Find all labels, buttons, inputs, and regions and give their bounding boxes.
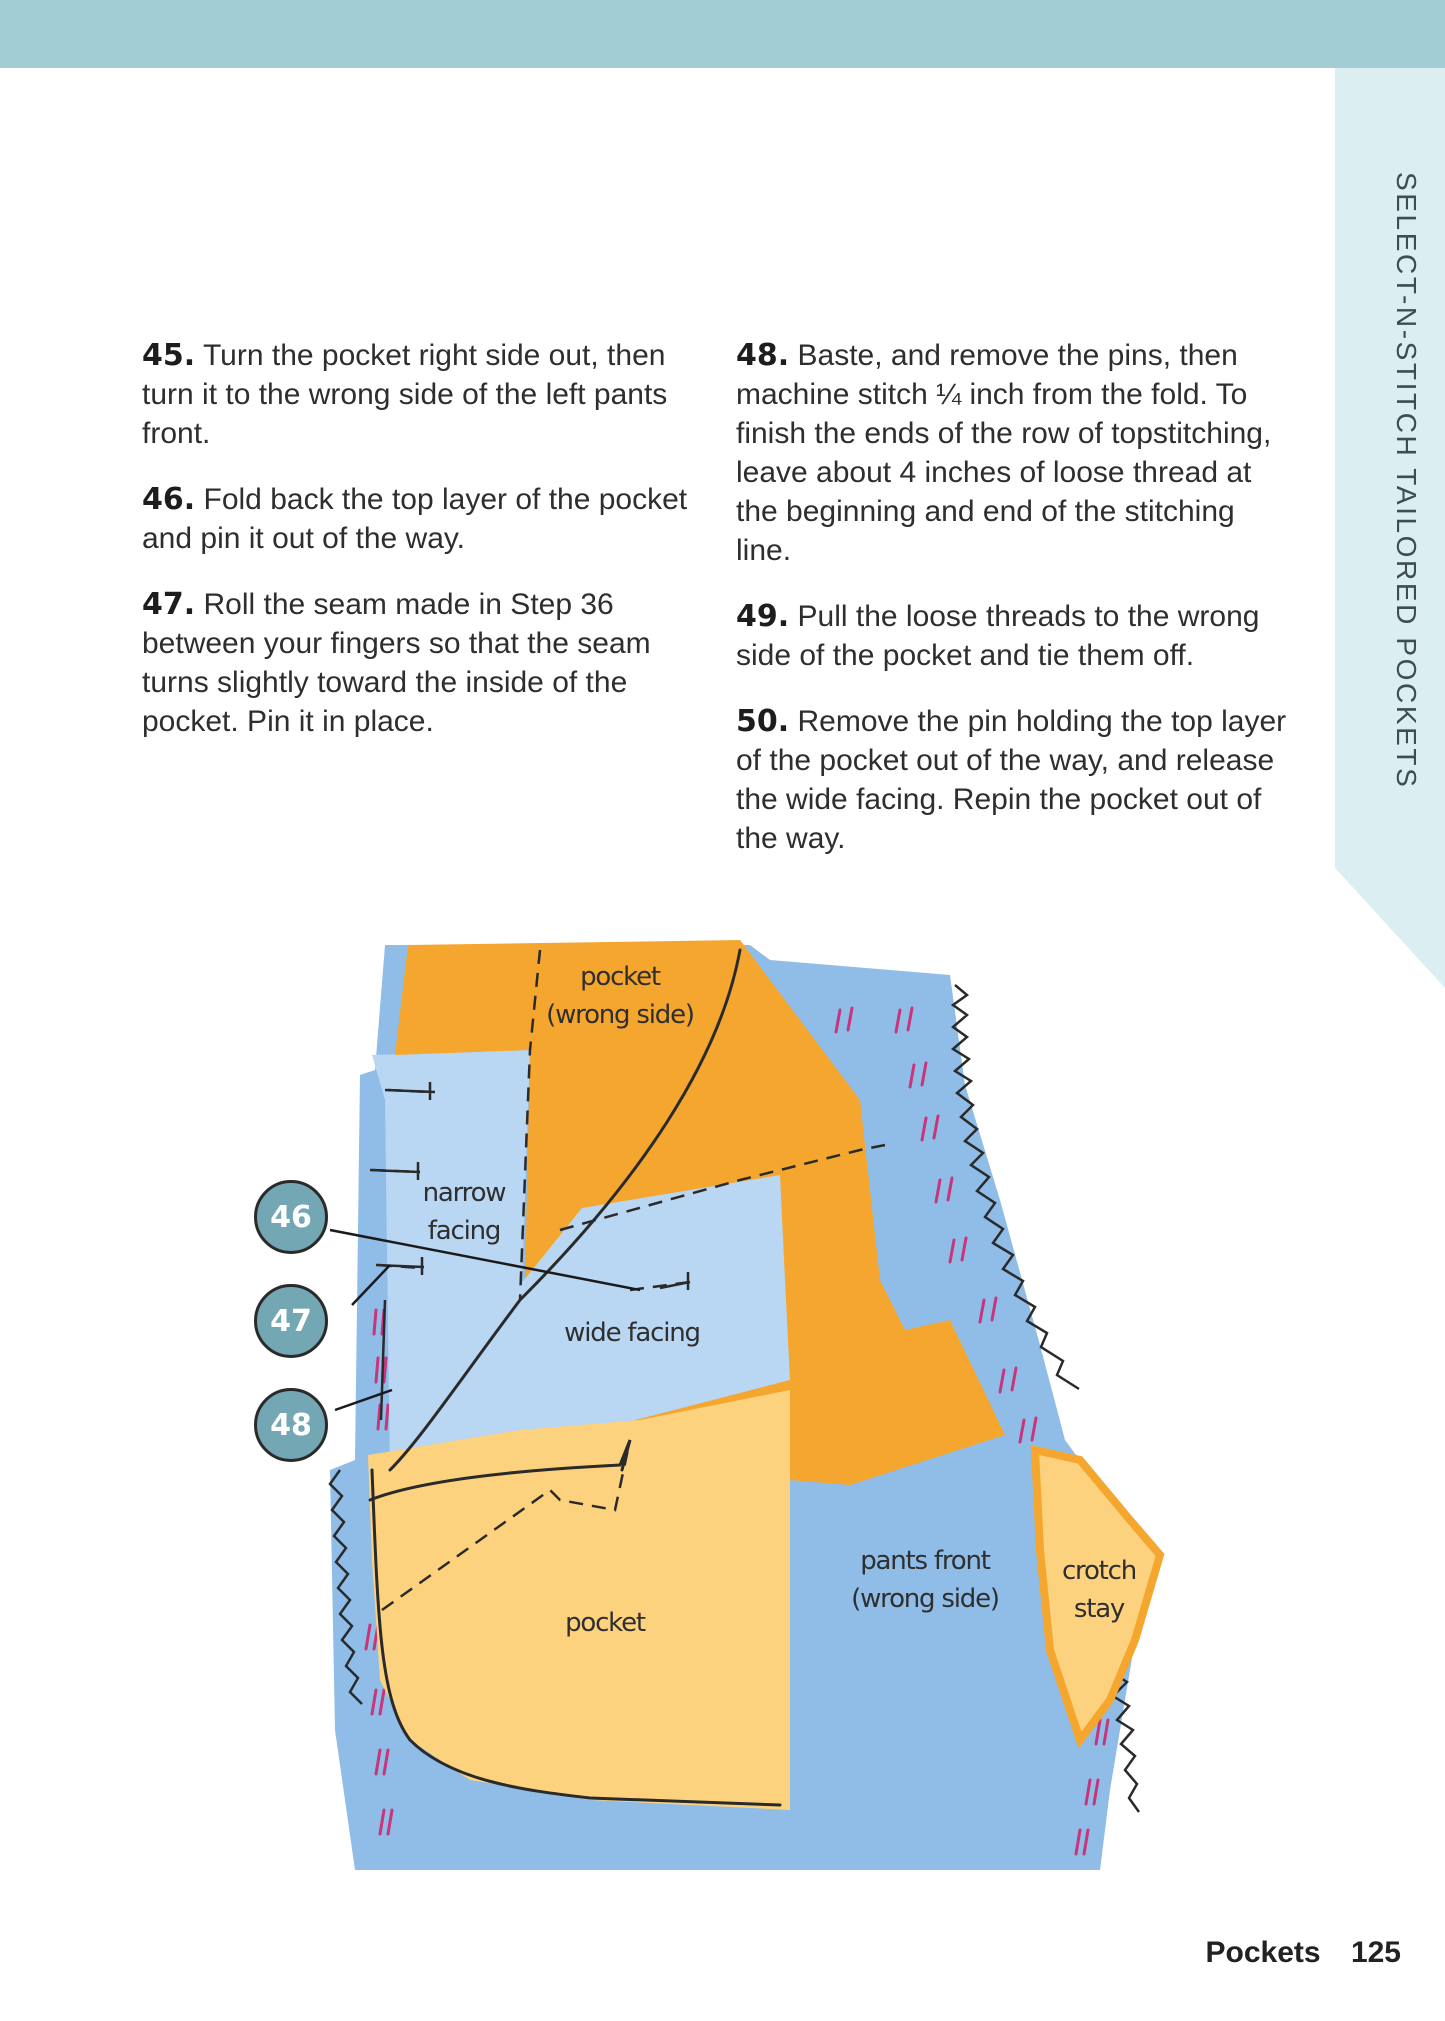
label-pocket-wrong-side: pocket (wrong side) <box>546 962 694 1030</box>
label-wide-facing: wide facing <box>564 1318 700 1348</box>
step-50: 50. Remove the pin holding the top layer of the pocket out of the way, and release the wide facing. Repin the pocket out of the way. <box>736 704 1287 855</box>
label-pocket: pocket <box>565 1608 645 1638</box>
label-narrow-facing: narrow facing <box>422 1178 506 1246</box>
step-49: 49. Pull the loose threads to the wrong side of the pocket and tie them off. <box>736 599 1260 672</box>
left-column <box>142 336 702 768</box>
callout-47: 47 <box>254 1284 328 1358</box>
label-crotch-stay: crotch stay <box>1061 1556 1137 1624</box>
step-48: 48. Baste, and remove the pins, then machine stitch ¼ inch from the fold. To finish the ends of the row of topstitching, leave about 4 inches of loose thread at the beginning and end of the stitching line. <box>736 338 1272 567</box>
label-pants-front: pants front (wrong side) <box>851 1546 999 1614</box>
page-number: 125 <box>1350 1936 1401 1969</box>
pocket-light-shape <box>368 1390 790 1810</box>
top-color-band <box>0 0 1445 68</box>
page-footer <box>1206 1936 1401 1970</box>
step-45: 45. Turn the pocket right side out, then turn it to the wrong side of the left pants front. <box>142 338 668 450</box>
footer-section: Pockets <box>1205 1936 1321 1969</box>
step-47: 47. Roll the seam made in Step 36 between your fingers so that the seam turns slightly toward the inside of the pocket. Pin it in place. <box>142 587 651 738</box>
callout-48: 48 <box>254 1388 328 1462</box>
step-46: 46. Fold back the top layer of the pocket and pin it out of the way. <box>142 482 688 555</box>
running-head: SELECT-N-STITCH TAILORED POCKETS <box>1391 172 1422 790</box>
callout-46: 46 <box>254 1180 328 1254</box>
pocket-illustration <box>240 930 1200 1880</box>
right-column <box>736 336 1296 885</box>
